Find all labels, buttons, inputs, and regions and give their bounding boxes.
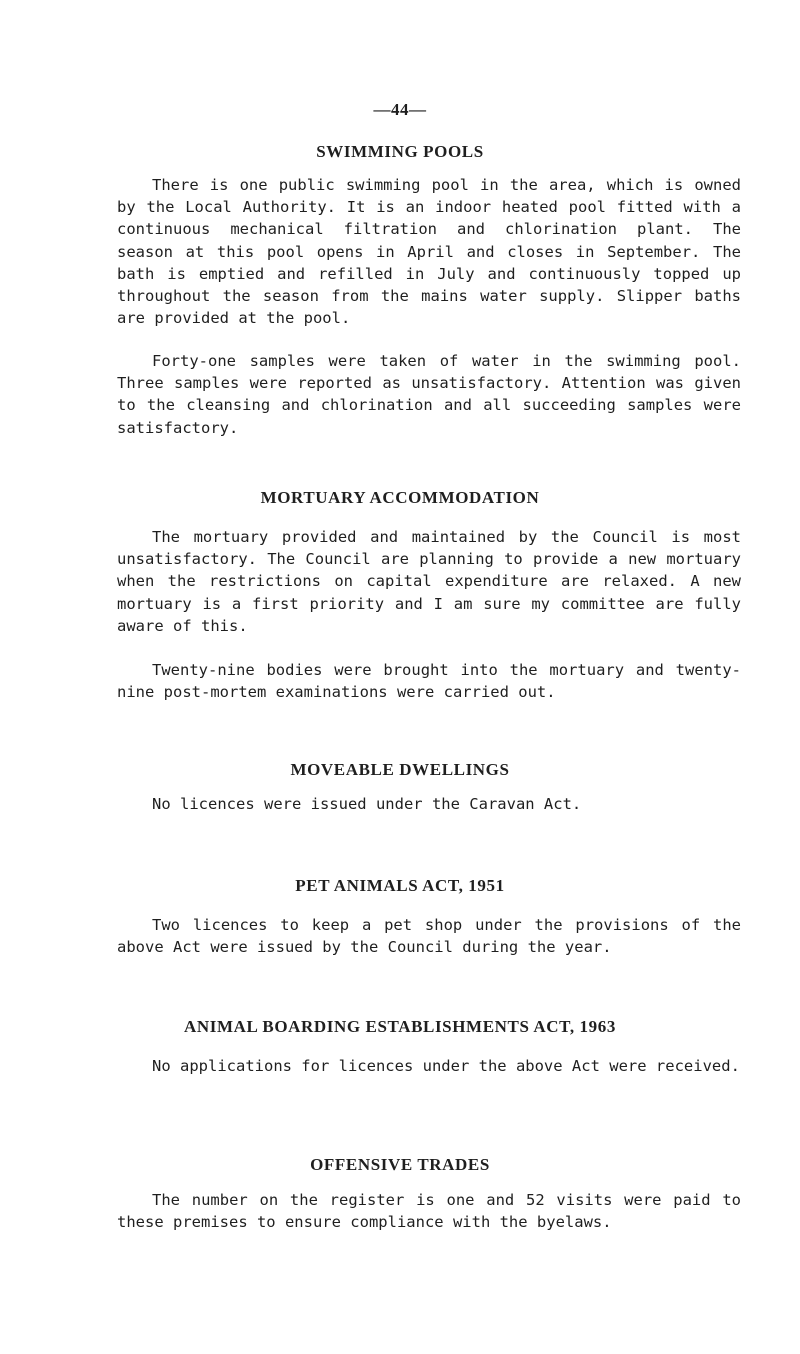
paragraph-pet-animals-act: Two licences to keep a pet shop under the provisions of the above Act were issued by the Council during the year. xyxy=(117,916,741,957)
section-heading-animal-boarding-act: ANIMAL BOARDING ESTABLISHMENTS ACT, 1963 xyxy=(184,1017,616,1036)
section-heading-moveable-dwellings: MOVEABLE DWELLINGS xyxy=(290,760,510,779)
section-heading-swimming-pools: SWIMMING POOLS xyxy=(316,142,484,161)
paragraph-swimming-pools-1: There is one public swimming pool in the area, which is owned by the Local Authority. It is an indoor heated pool fitted with a continuous mechanical filtration and chlorination plant. The season at this pool opens in April and closes in September. The bath is emptied and refilled in July and continuously topped up throughout the season from the mains water supply. Slipper baths are provided at the pool. xyxy=(117,176,741,328)
paragraph-mortuary-1: The mortuary provided and maintained by the Council is most unsatisfactory. The Council are planning to provide a new mortuary when the restrictions on capital expenditure are relaxed. A new mortuary is a first priority and I am sure my committee are fully aware of this. xyxy=(117,528,741,635)
section-heading-pet-animals-act: PET ANIMALS ACT, 1951 xyxy=(295,876,505,895)
paragraph-mortuary-2: Twenty-nine bodies were brought into the mortuary and twenty-nine post-mortem examinations were carried out. xyxy=(117,661,741,702)
paragraph-swimming-pools-2: Forty-one samples were taken of water in the swimming pool. Three samples were reported as unsatisfactory. Attention was given to the cleansing and chlorination and all succeeding samples were satisfactory. xyxy=(117,352,741,437)
paragraph-moveable-dwellings: No licences were issued under the Caravan Act. xyxy=(152,795,582,813)
paragraph-offensive-trades: The number on the register is one and 52 visits were paid to these premises to ensure compliance with the byelaws. xyxy=(117,1191,741,1232)
section-heading-mortuary-accommodation: MORTUARY ACCOMMODATION xyxy=(260,488,540,507)
paragraph-animal-boarding-act: No applications for licences under the above Act were received. xyxy=(152,1057,740,1075)
page-number: —44— xyxy=(373,100,427,119)
section-heading-offensive-trades: OFFENSIVE TRADES xyxy=(310,1155,490,1174)
